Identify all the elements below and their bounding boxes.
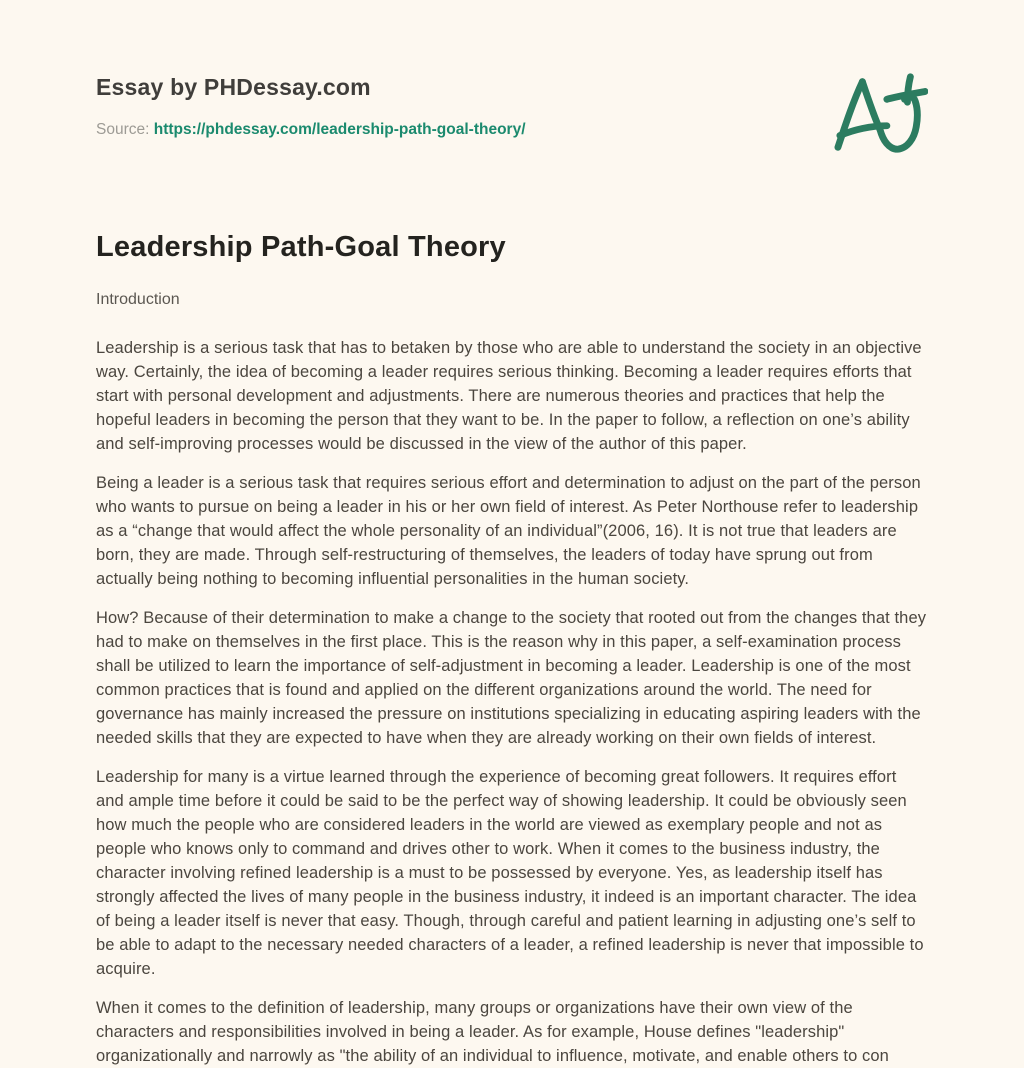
site-header-title: Essay by PHDessay.com [96,74,371,100]
source-line [96,121,526,140]
essay-content [96,230,928,1068]
essay-paragraph-1: Leadership is a serious task that has to betaken by those who are able to understand the society in an objective way. Certainly, the idea of becoming a leader requires serious thinking. Becoming a leader requires efforts that start with personal development and adjustments. There are numerous theories and practices that help the hopeful leaders in becoming the person that they want to be. In the paper to follow, a reflection on one’s ability and self-improving processes would be discussed in the view of the author of this paper. [96,338,922,453]
a-plus-logo-icon [834,72,928,156]
essay-paragraph-4: Leadership for many is a virtue learned through the experience of becoming great followers. It requires effort and ample time before it could be said to be the perfect way of showing leadership. It could be obviously seen how much the people who are considered leaders in the world are viewed as exemplary people and not as people who knows only to command and drives other to work. When it comes to the business industry, the character involving refined leadership is a must to be possessed by everyone. Yes, as leadership itself has strongly affected the lives of many people in the business industry, it indeed is an important character. The idea of being a leader itself is never that easy. Though, through careful and patient learning in adjusting one’s self to be able to adapt to the necessary needed characters of a leader, a refined leadership is never that impossible to acquire. [96,767,924,978]
essay-subtitle: Introduction [96,290,180,308]
essay-paragraph-5: When it comes to the definition of leadership, many groups or organizations have their own view of the characters and responsibilities involved in being a leader. As for example, House defines "leadership" organizationally and narrowly as "the ability of an individual to influence, motivate, and enable others to con [96,998,889,1065]
essay-body [96,336,928,1068]
essay-paragraph-3: How? Because of their determination to make a change to the society that rooted out from the changes that they had to make on themselves in the first place. This is the reason why in this paper, a self-examination process shall be utilized to learn the importance of self-adjustment in becoming a leader. Leadership is one of the most common practices that is found and applied on the different organizations around the world. The need for governance has mainly increased the pressure on institutions specializing in educating aspiring leaders with the needed skills that they are expected to have when they are already working on their own fields of interest. [96,608,927,747]
essay-paragraph-2: Being a leader is a serious task that requires serious effort and determination to adjust on the part of the person who wants to pursue on being a leader in his or her own field of interest. As Peter Northouse refer to leadership as a “change that would affect the whole personality of an individual”(2006, 16). It is not true that leaders are born, they are made. Through self-restructuring of themselves, the leaders of today have sprung out from actually being nothing to becoming influential personalities in the human society. [96,473,921,588]
header-text-block [96,74,526,140]
page-header [96,74,928,158]
source-label: Source: [96,121,150,139]
essay-title: Leadership Path-Goal Theory [96,231,506,263]
source-link[interactable]: https://phdessay.com/leadership-path-goal-theory/ [153,121,526,139]
